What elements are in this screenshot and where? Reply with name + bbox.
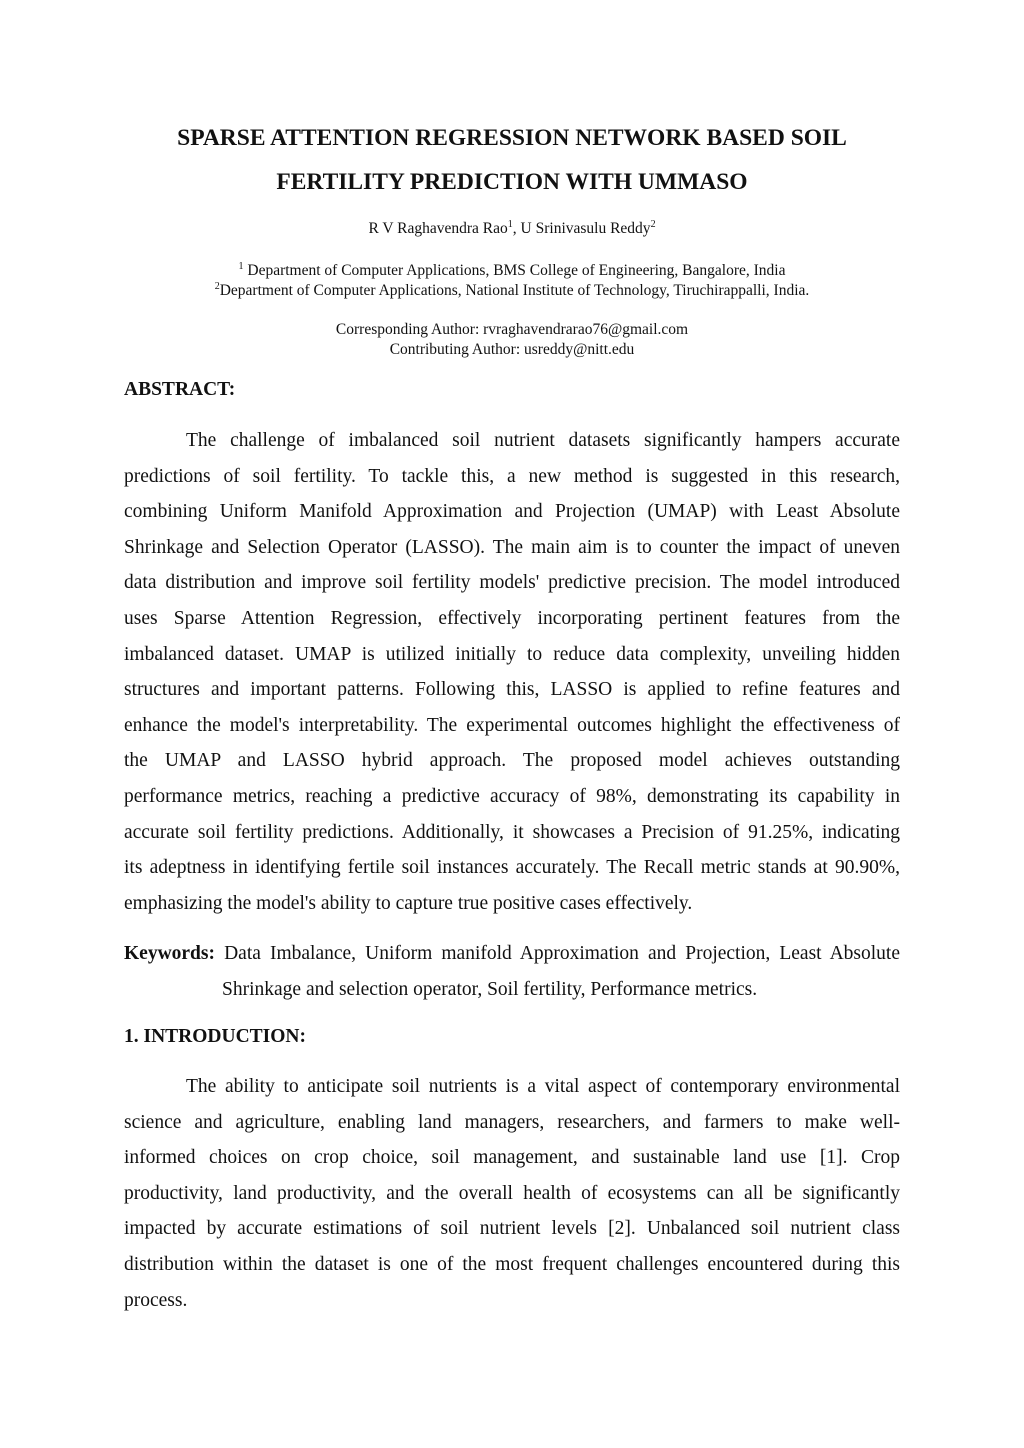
title-line: FERTILITY PREDICTION WITH UMMASO — [276, 169, 748, 195]
abstract-line: structures and important patterns. Following this, LASSO is applied to refine features and — [124, 679, 900, 701]
affiliation-text: Department of Computer Applications, National Institute of Technology, Tiruchirappalli, India. — [219, 282, 810, 299]
abstract-body — [124, 423, 900, 921]
keywords — [124, 936, 900, 1008]
introduction-line: science and agriculture, enabling land managers, researchers, and farmers to make well- — [124, 1111, 900, 1133]
abstract-line: the UMAP and LASSO hybrid approach. The proposed model achieves outstanding — [124, 750, 900, 772]
keywords-line — [124, 936, 900, 972]
introduction-body — [124, 1069, 900, 1318]
abstract-line: Shrinkage and Selection Operator (LASSO). The main aim is to counter the impact of uneven — [124, 536, 900, 558]
affiliation-mark: 1 — [238, 260, 244, 272]
author-list — [124, 220, 900, 238]
keywords-label: Keywords: — [124, 943, 215, 964]
abstract-line: its adeptness in identifying fertile soil instances accurately. The Recall metric stands at 90.90%, — [124, 857, 900, 879]
abstract-line: imbalanced dataset. UMAP is utilized initially to reduce data complexity, unveiling hidden — [124, 643, 900, 665]
abstract-line: The challenge of imbalanced soil nutrient datasets significantly hampers accurate — [186, 430, 900, 451]
paper-title — [124, 116, 900, 204]
abstract-line: data distribution and improve soil fertility models' predictive precision. The model introduced — [124, 572, 900, 594]
introduction-line: The ability to anticipate soil nutrients is a vital aspect of contemporary environmental — [186, 1076, 900, 1097]
abstract-line: performance metrics, reaching a predictive accuracy of 98%, demonstrating its capability in — [124, 785, 900, 807]
introduction-line: process. — [124, 1289, 188, 1311]
abstract-line: emphasizing the model's ability to capture true positive cases effectively. — [124, 892, 693, 914]
introduction-line: informed choices on crop choice, soil management, and sustainable land use [1]. Crop — [124, 1147, 900, 1169]
keywords-text: Data Imbalance, Uniform manifold Approximation and Projection, Least Absolute — [215, 943, 900, 964]
author-contacts — [124, 320, 900, 360]
affiliation-line — [124, 261, 900, 281]
corresponding-author: Corresponding Author: rvraghavendrarao76@gmail.com — [335, 321, 689, 338]
introduction-line: impacted by accurate estimations of soil nutrient levels [2]. Unbalanced soil nutrient class — [124, 1218, 900, 1240]
introduction-line: productivity, land productivity, and the overall health of ecosystems can all be significantly — [124, 1182, 900, 1204]
introduction-line: distribution within the dataset is one of the most frequent challenges encountered during this — [124, 1253, 900, 1275]
author-name: U Srinivasulu Reddy — [520, 220, 651, 237]
abstract-line: enhance the model's interpretability. The experimental outcomes highlight the effectiveness of — [124, 714, 900, 736]
title-line: SPARSE ATTENTION REGRESSION NETWORK BASED SOIL — [177, 125, 847, 151]
affiliation-line — [124, 281, 900, 301]
affiliations — [124, 261, 900, 301]
author-separator: , — [512, 220, 521, 237]
abstract-heading: ABSTRACT: — [124, 379, 236, 400]
author-affiliation-mark: 1 — [507, 218, 513, 230]
abstract-line: accurate soil fertility predictions. Additionally, it showcases a Precision of 91.25%, indicating — [124, 821, 900, 843]
author-name: R V Raghavendra Rao — [368, 220, 508, 237]
abstract-line: predictions of soil fertility. To tackle this, a new method is suggested in this research, — [124, 465, 900, 487]
abstract-line: uses Sparse Attention Regression, effectively incorporating pertinent features from the — [124, 607, 900, 629]
contributing-author: Contributing Author: usreddy@nitt.edu — [389, 341, 635, 358]
abstract-line: combining Uniform Manifold Approximation and Projection (UMAP) with Least Absolute — [124, 501, 900, 523]
affiliation-mark: 2 — [214, 280, 220, 292]
keywords-line: Shrinkage and selection operator, Soil fertility, Performance metrics. — [222, 979, 758, 1000]
affiliation-text: Department of Computer Applications, BMS College of Engineering, Bangalore, India — [243, 262, 786, 279]
introduction-heading: 1. INTRODUCTION: — [124, 1026, 307, 1047]
author-affiliation-mark: 2 — [650, 218, 656, 230]
